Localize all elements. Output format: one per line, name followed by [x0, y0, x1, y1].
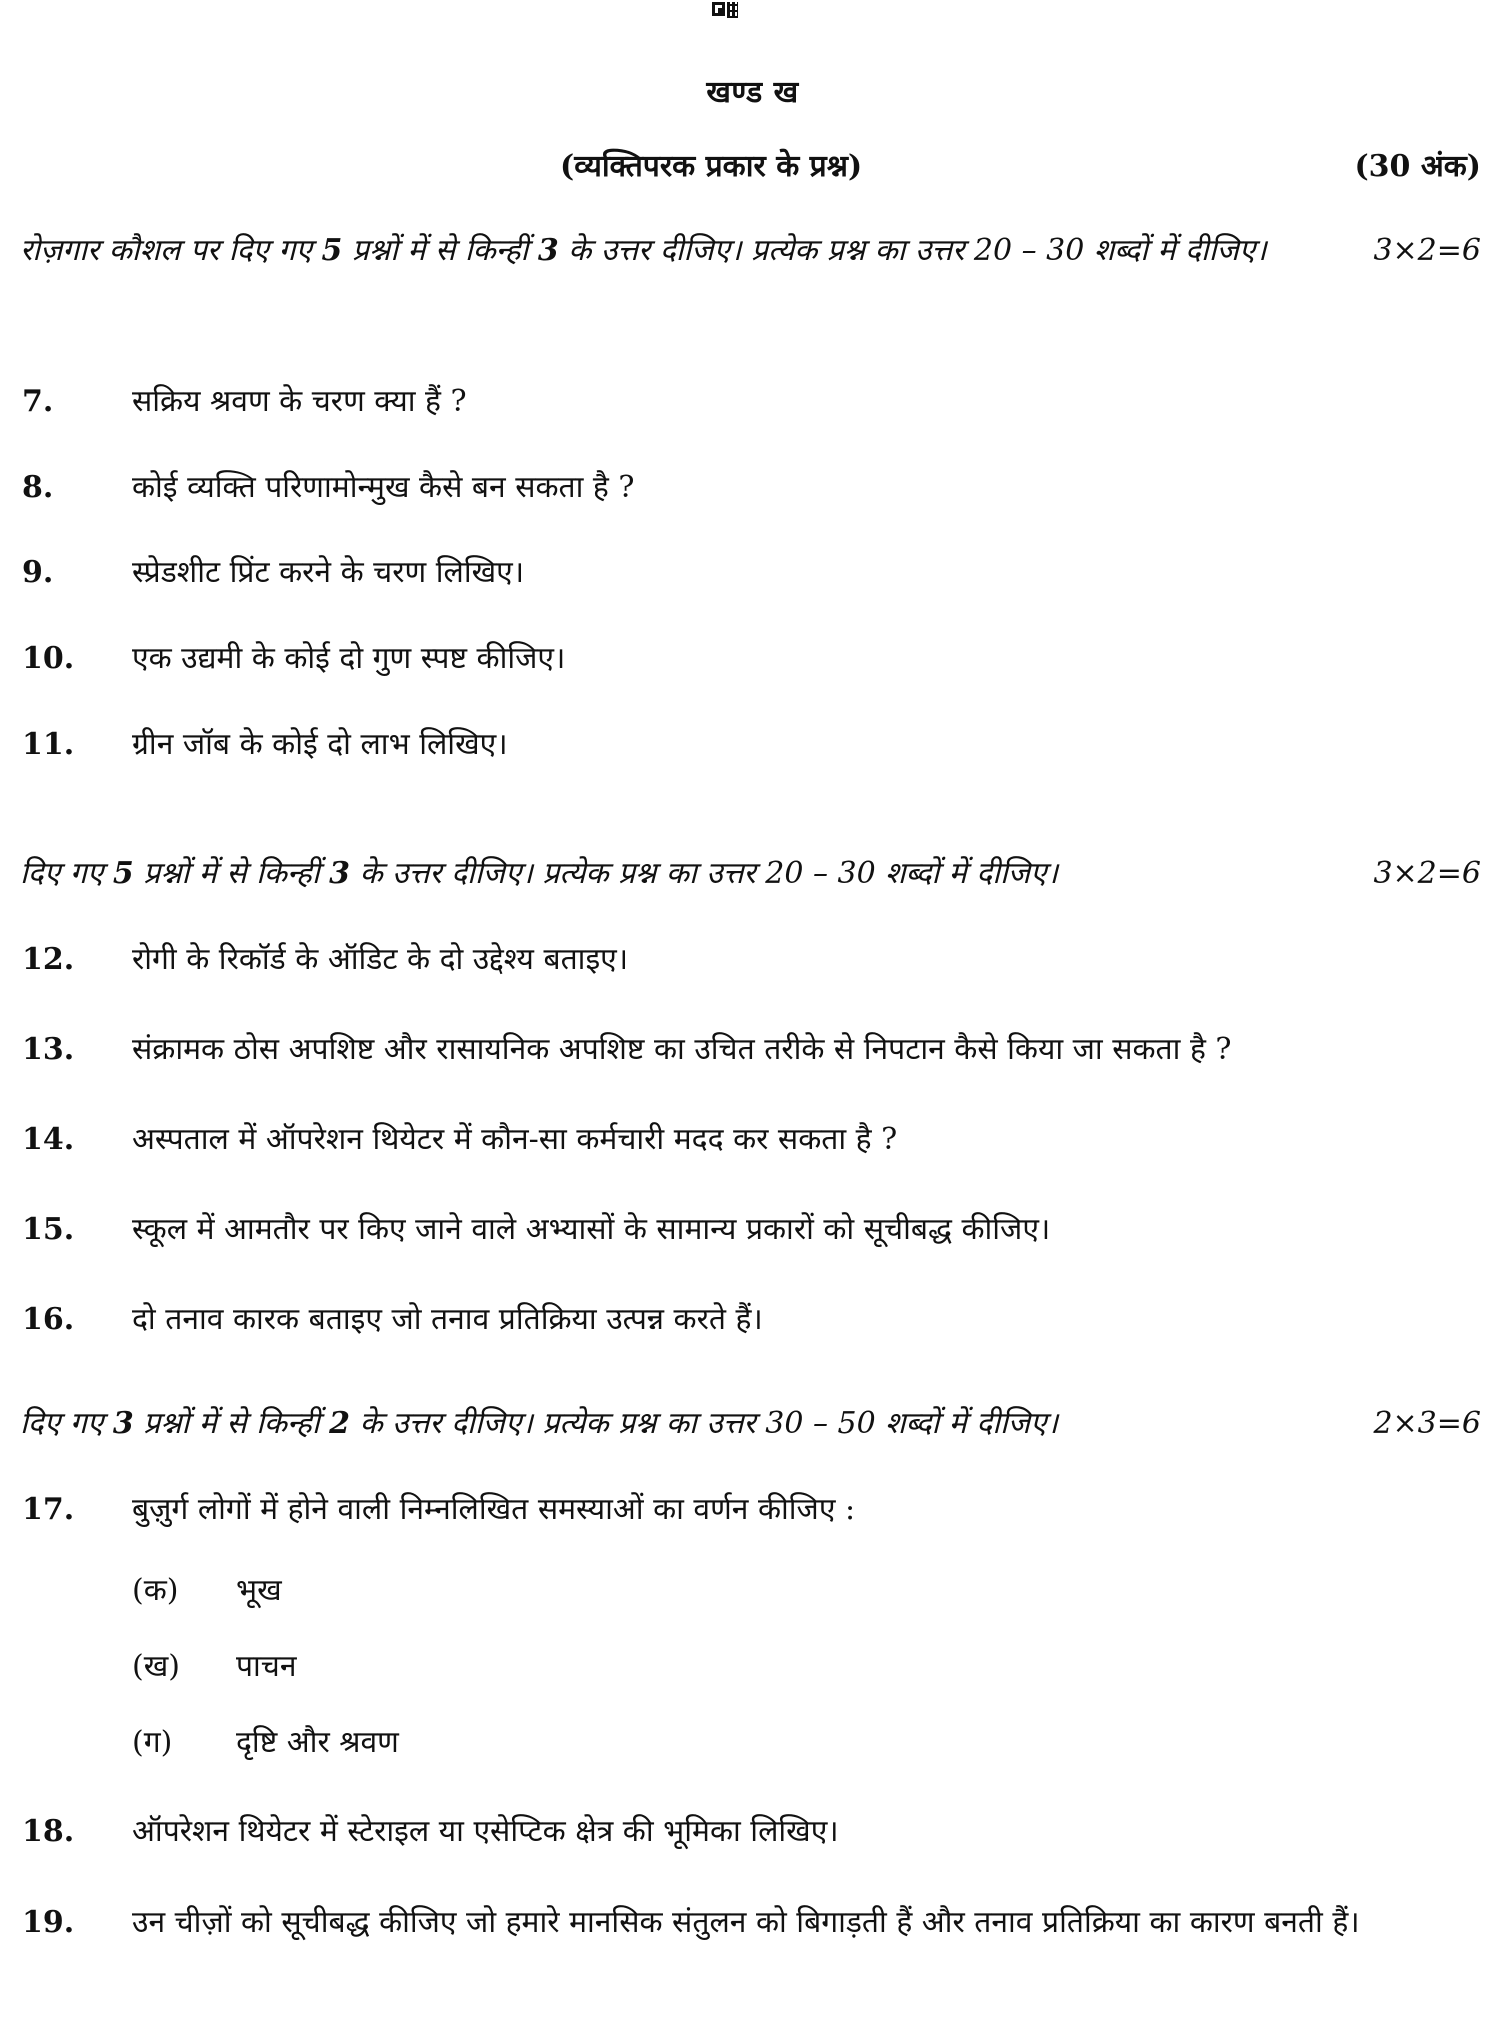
question-text: संक्रामक ठोस अपशिष्ट और रासायनिक अपशिष्ट का उचित तरीके से निपटान कैसे किया जा सकता है ?	[132, 1032, 1232, 1067]
question-17	[22, 1478, 1481, 1542]
question-14	[22, 1108, 1481, 1172]
instruction-text: दिए गए	[20, 1406, 113, 1441]
question-number: 15.	[22, 1212, 75, 1247]
question-text: एक उद्यमी के कोई दो गुण स्पष्ट कीजिए।	[132, 641, 566, 676]
instruction-text: दिए गए	[20, 856, 113, 891]
question-number: 8.	[22, 470, 54, 505]
question-text: स्कूल में आमतौर पर किए जाने वाले अभ्यासों के सामान्य प्रकारों को सूचीबद्ध कीजिए।	[132, 1212, 1051, 1247]
instruction-count-total: 5	[112, 856, 134, 891]
question-number: 11.	[22, 727, 75, 762]
question-number: 18.	[22, 1814, 75, 1849]
question-text: सक्रिय श्रवण के चरण क्या हैं ?	[132, 384, 467, 419]
question-text: स्प्रेडशीट प्रिंट करने के चरण लिखिए।	[132, 555, 525, 590]
part-label: (क)	[132, 1573, 179, 1608]
group-1-instruction	[20, 218, 1481, 284]
question-number: 9.	[22, 555, 54, 590]
question-text: ग्रीन जॉब के कोई दो लाभ लिखिए।	[132, 727, 508, 762]
instruction-count-answer: 2	[329, 1406, 351, 1441]
question-text: बुज़ुर्ग लोगों में होने वाली निम्नलिखित समस्याओं का वर्णन कीजिए :	[132, 1492, 856, 1527]
question-12	[22, 928, 1481, 992]
question-8	[22, 456, 1481, 520]
instruction-count-answer: 3	[537, 233, 559, 268]
question-text: ऑपरेशन थियेटर में स्टेराइल या एसेप्टिक क्षेत्र की भूमिका लिखिए।	[132, 1814, 839, 1849]
question-17-part-b	[132, 1644, 297, 1685]
question-11	[22, 713, 1481, 777]
question-text: उन चीज़ों को सूचीबद्ध कीजिए जो हमारे मानसिक संतुलन को बिगाड़ती हैं और तनाव प्रतिक्रिया का कारण बनती हैं।	[132, 1905, 1360, 1940]
part-text: दृष्टि और श्रवण	[236, 1725, 399, 1760]
question-number: 12.	[22, 942, 75, 977]
qr-finder-pattern	[712, 2, 725, 16]
instruction-text: के उत्तर दीजिए। प्रत्येक प्रश्न का उत्तर 30 – 50 शब्दों में दीजिए।	[350, 1406, 1058, 1441]
question-text: अस्पताल में ऑपरेशन थियेटर में कौन-सा कर्मचारी मदद कर सकता है ?	[132, 1122, 898, 1157]
question-16	[22, 1288, 1481, 1352]
question-7	[22, 370, 1481, 434]
question-13	[22, 1018, 1481, 1082]
group-3-instruction	[20, 1392, 1481, 1456]
group-marks: 3×2=6	[1373, 233, 1481, 268]
question-9	[22, 541, 1481, 605]
qr-code-icon	[712, 2, 738, 22]
question-10	[22, 627, 1481, 691]
instruction-text: प्रश्नों में से किन्हीं	[133, 1406, 330, 1441]
instruction-count-total: 3	[112, 1406, 134, 1441]
question-18	[22, 1800, 1481, 1864]
group-marks: 3×2=6	[1373, 856, 1481, 891]
instruction-text: प्रश्नों में से किन्हीं	[133, 856, 330, 891]
instruction-text: के उत्तर दीजिए। प्रत्येक प्रश्न का उत्तर 20 – 30 शब्दों में दीजिए।	[558, 233, 1267, 268]
question-number: 17.	[22, 1492, 75, 1527]
qr-data-modules	[727, 2, 738, 18]
question-15	[22, 1198, 1481, 1262]
question-number: 14.	[22, 1122, 75, 1157]
question-text: रोगी के रिकॉर्ड के ऑडिट के दो उद्देश्य बताइए।	[132, 942, 629, 977]
instruction-text: रोज़गार कौशल पर दिए गए	[20, 233, 322, 268]
part-text: पाचन	[236, 1649, 297, 1684]
question-number: 13.	[22, 1032, 75, 1067]
section-subtitle: (व्यक्तिपरक प्रकार के प्रश्न)	[560, 149, 863, 184]
instruction-text: प्रश्नों में से किन्हीं	[342, 233, 538, 268]
part-label: (ख)	[132, 1649, 180, 1684]
question-number: 10.	[22, 641, 75, 676]
instruction-count-answer: 3	[329, 856, 351, 891]
group-2-instruction	[20, 842, 1481, 906]
question-number: 16.	[22, 1302, 75, 1337]
part-label: (ग)	[132, 1725, 173, 1760]
instruction-count-total: 5	[321, 233, 343, 268]
question-number: 19.	[22, 1905, 75, 1940]
question-number: 7.	[22, 384, 54, 419]
question-19	[22, 1890, 1481, 1956]
section-title: खण्ड ख	[706, 75, 799, 110]
part-text: भूख	[236, 1573, 282, 1608]
question-text: कोई व्यक्ति परिणामोन्मुख कैसे बन सकता है ?	[132, 470, 635, 505]
group-marks: 2×3=6	[1373, 1406, 1481, 1441]
question-17-part-a	[132, 1568, 282, 1609]
section-marks: (30 अंक)	[1354, 149, 1481, 184]
instruction-text: के उत्तर दीजिए। प्रत्येक प्रश्न का उत्तर 20 – 30 शब्दों में दीजिए।	[350, 856, 1058, 891]
question-17-part-c	[132, 1720, 399, 1761]
question-text: दो तनाव कारक बताइए जो तनाव प्रतिक्रिया उत्पन्न करते हैं।	[132, 1302, 763, 1337]
